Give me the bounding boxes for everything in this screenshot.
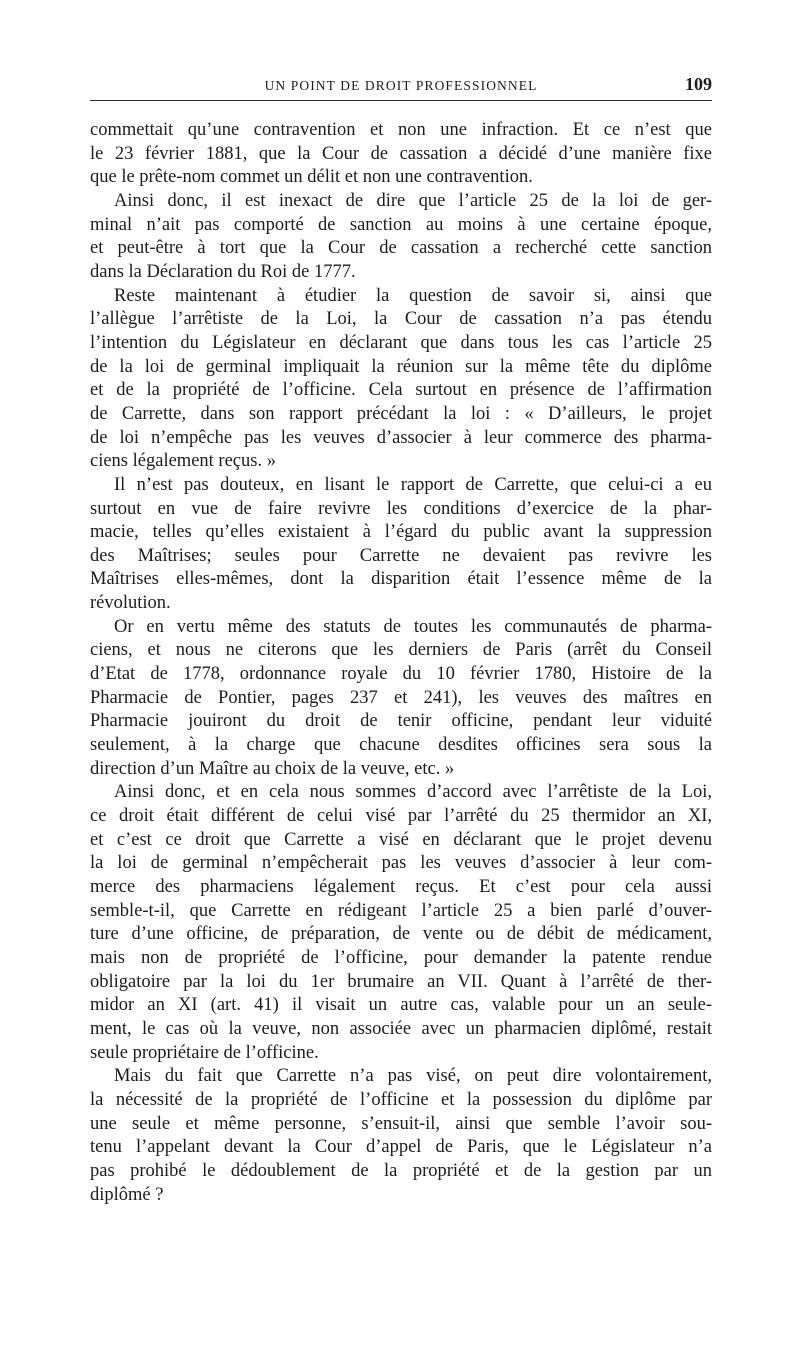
paragraph <box>90 190 712 285</box>
text-line: une seule et même personne, s’ensuit-il, ainsi que semble l’avoir sou- <box>90 1113 712 1134</box>
text-line: obligatoire par la loi du 1er brumaire an VII. Quant à l’arrêté de ther- <box>90 971 712 992</box>
text-line: direction d’un Maître au choix de la veuve, etc. » <box>90 758 455 779</box>
text-line: merce des pharmaciens légalement reçus. Et c’est pour cela aussi <box>90 877 712 897</box>
book-page <box>90 74 712 1207</box>
text-line: minal n’ait pas comporté de sanction au moins à une certaine époque, <box>90 214 712 235</box>
text-line: Mais du fait que Carrette n’a pas visé, on peut dire volontairement, <box>114 1066 712 1087</box>
text-line: révolution. <box>90 593 171 614</box>
text-line: Maîtrises elles-mêmes, dont la disparition était l’essence même de la <box>90 569 712 590</box>
paragraph <box>90 119 712 190</box>
text-line: et c’est ce droit que Carrette a visé en déclarant que le projet devenu <box>90 829 712 850</box>
paragraph <box>90 781 712 1065</box>
text-line: de Carrette, dans son rapport précédant la loi : « D’ailleurs, le projet <box>90 403 712 424</box>
text-line: ciens, et nous ne citerons que les derniers de Paris (arrêt du Conseil <box>90 640 712 661</box>
text-line: seulement, à la charge que chacune desdites officines sera sous la <box>90 735 712 756</box>
text-line: dans la Déclaration du Roi de 1777. <box>90 261 356 282</box>
text-line: des Maîtrises; seules pour Carrette ne devaient pas revivre les <box>90 545 712 566</box>
text-line: Il n’est pas douteux, en lisant le rapport de Carrette, que celui-ci a eu <box>114 474 712 495</box>
text-line: d’Etat de 1778, ordonnance royale du 10 février 1780, Histoire de la <box>90 664 712 685</box>
text-line: la nécessité de la propriété de l’officine et la possession du diplôme par <box>90 1089 712 1110</box>
running-header <box>90 74 712 101</box>
text-line: surtout en vue de faire revivre les conditions d’exercice de la phar- <box>90 498 712 519</box>
text-line: pas prohibé le dédoublement de la propriété et de la gestion par un <box>90 1160 712 1181</box>
text-line: Reste maintenant à étudier la question de savoir si, ainsi que <box>114 285 712 306</box>
text-line: Ainsi donc, il est inexact de dire que l’article 25 de la loi de ger- <box>114 190 712 211</box>
running-title: UN POINT DE DROIT PROFESSIONNEL <box>264 78 538 93</box>
text-line: semble-t-il, que Carrette en rédigeant l’article 25 a bien parlé d’ouver- <box>90 900 712 921</box>
text-line: Ainsi donc, et en cela nous sommes d’accord avec l’arrêtiste de la Loi, <box>114 782 712 803</box>
text-line: tenu l’appelant devant la Cour d’appel de Paris, que le Législateur n’a <box>90 1137 712 1158</box>
body-text <box>90 119 712 1207</box>
text-line: Pharmacie de Pontier, pages 237 et 241), les veuves des maîtres en <box>90 687 712 708</box>
text-line: ce droit était différent de celui visé par l’arrêté du 25 thermidor an XI, <box>90 806 712 827</box>
paragraph <box>90 285 712 474</box>
text-line: seule propriétaire de l’officine. <box>90 1042 319 1063</box>
text-line: le 23 février 1881, que la Cour de cassation a décidé d’une manière fixe <box>90 143 712 164</box>
paragraph <box>90 616 712 782</box>
text-line: que le prête-nom commet un délit et non une contravention. <box>90 167 533 188</box>
paragraph <box>90 1065 712 1207</box>
text-line: Pharmacie jouiront du droit de tenir officine, pendant leur viduité <box>90 711 712 732</box>
text-line: Or en vertu même des statuts de toutes les communautés de pharma- <box>114 616 712 637</box>
text-line: ciens légalement reçus. » <box>90 451 276 472</box>
text-line: ment, le cas où la veuve, non associée avec un pharmacien diplômé, restait <box>90 1018 712 1039</box>
text-line: mais non de propriété de l’officine, pour demander la patente rendue <box>90 947 712 968</box>
text-line: macie, telles qu’elles existaient à l’égard du public avant la suppression <box>90 522 712 543</box>
text-line: la loi de germinal n’empêcherait pas les veuves d’associer à leur com- <box>90 853 712 874</box>
page-number: 109 <box>685 74 712 94</box>
text-line: l’intention du Législateur en déclarant que dans tous les cas l’article 25 <box>90 332 712 353</box>
text-line: ture d’une officine, de préparation, de vente ou de débit de médicament, <box>90 924 712 945</box>
text-line: midor an XI (art. 41) il visait un autre cas, valable pour un an seule- <box>90 995 712 1016</box>
text-line: et peut-être à tort que la Cour de cassation a recherché cette sanction <box>90 238 712 259</box>
text-line: de la loi de germinal impliquait la réunion sur la même tête du diplôme <box>90 356 712 377</box>
paragraph <box>90 474 712 616</box>
text-line: de loi n’empêche pas les veuves d’associer à leur commerce des pharma- <box>90 427 712 448</box>
text-line: l’allègue l’arrêtiste de la Loi, la Cour de cassation n’a pas étendu <box>90 309 712 330</box>
text-line: commettait qu’une contravention et non une infraction. Et ce n’est que <box>90 120 712 140</box>
text-line: diplômé ? <box>90 1184 164 1205</box>
text-line: et de la propriété de l’officine. Cela surtout en présence de l’affirmation <box>90 380 712 401</box>
